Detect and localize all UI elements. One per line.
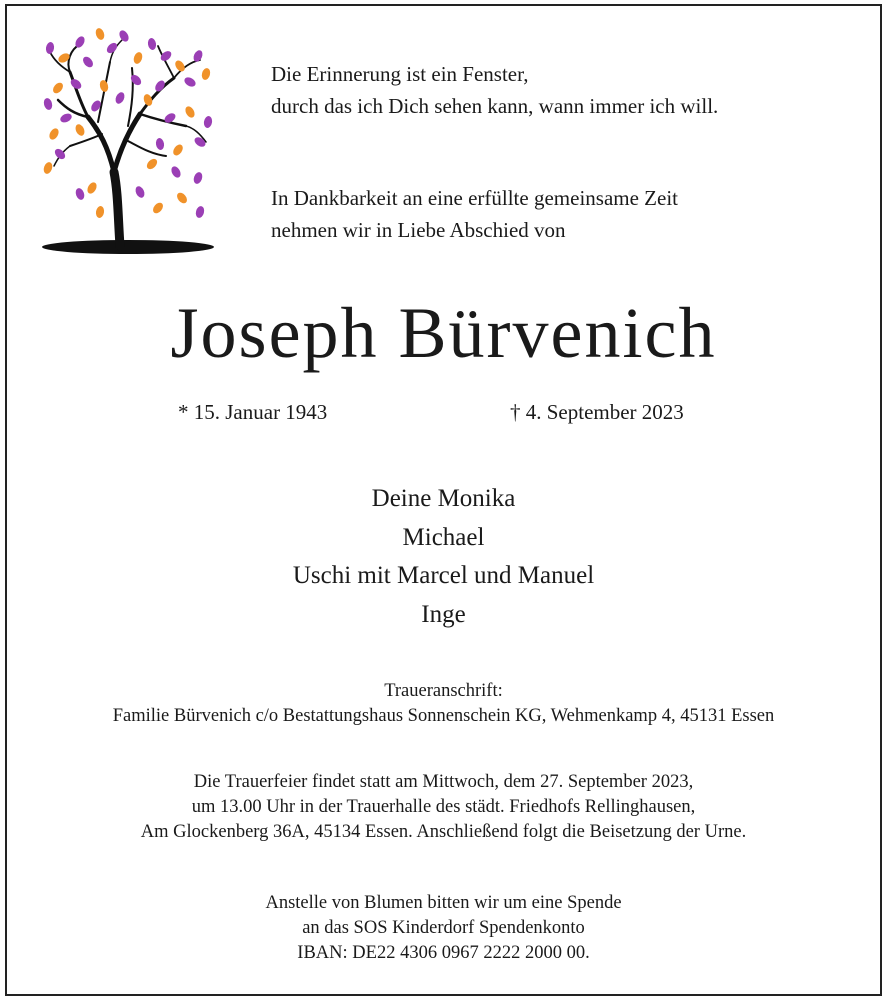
donation-iban: IBAN: DE22 4306 0967 2222 2000 00.	[297, 943, 590, 963]
birth-date: * 15. Januar 1943	[178, 400, 328, 424]
family-list	[0, 480, 887, 634]
memorial-quote	[271, 58, 718, 246]
donation-info	[0, 891, 887, 966]
family-member: Michael	[402, 523, 485, 551]
family-member: Deine Monika	[371, 485, 516, 512]
donation-line: an das SOS Kinderdorf Spendenkonto	[302, 918, 585, 938]
ceremony-line: Am Glockenberg 36A, 45134 Essen. Anschließend folgt die Beisetzung der Urne.	[140, 822, 747, 842]
tree-illustration	[40, 22, 220, 257]
deceased-name: Joseph Bürvenich	[170, 293, 717, 373]
mourning-address	[0, 679, 887, 729]
address-label: Traueranschrift:	[384, 681, 503, 701]
quote-line: nehmen wir in Liebe Abschied von	[271, 218, 566, 242]
ceremony-line: um 13.00 Uhr in der Trauerhalle des städt. Friedhofs Rellinghausen,	[191, 797, 696, 817]
quote-line: In Dankbarkeit an eine erfüllte gemeinsame Zeit	[271, 186, 678, 210]
ceremony-info	[0, 770, 887, 845]
ceremony-line: Die Trauerfeier findet statt am Mittwoch, dem 27. September 2023,	[193, 772, 694, 792]
family-member: Uschi mit Marcel und Manuel	[292, 562, 595, 589]
family-member: Inge	[421, 600, 466, 628]
address-text: Familie Bürvenich c/o Bestattungshaus Sonnenschein KG, Wehmenkamp 4, 45131 Essen	[112, 706, 775, 726]
quote-line: Die Erinnerung ist ein Fenster,	[271, 62, 529, 86]
quote-line: durch das ich Dich sehen kann, wann immer ich will.	[271, 94, 719, 118]
donation-line: Anstelle von Blumen bitten wir um eine Spende	[265, 893, 622, 913]
death-date: † 4. September 2023	[510, 400, 684, 424]
